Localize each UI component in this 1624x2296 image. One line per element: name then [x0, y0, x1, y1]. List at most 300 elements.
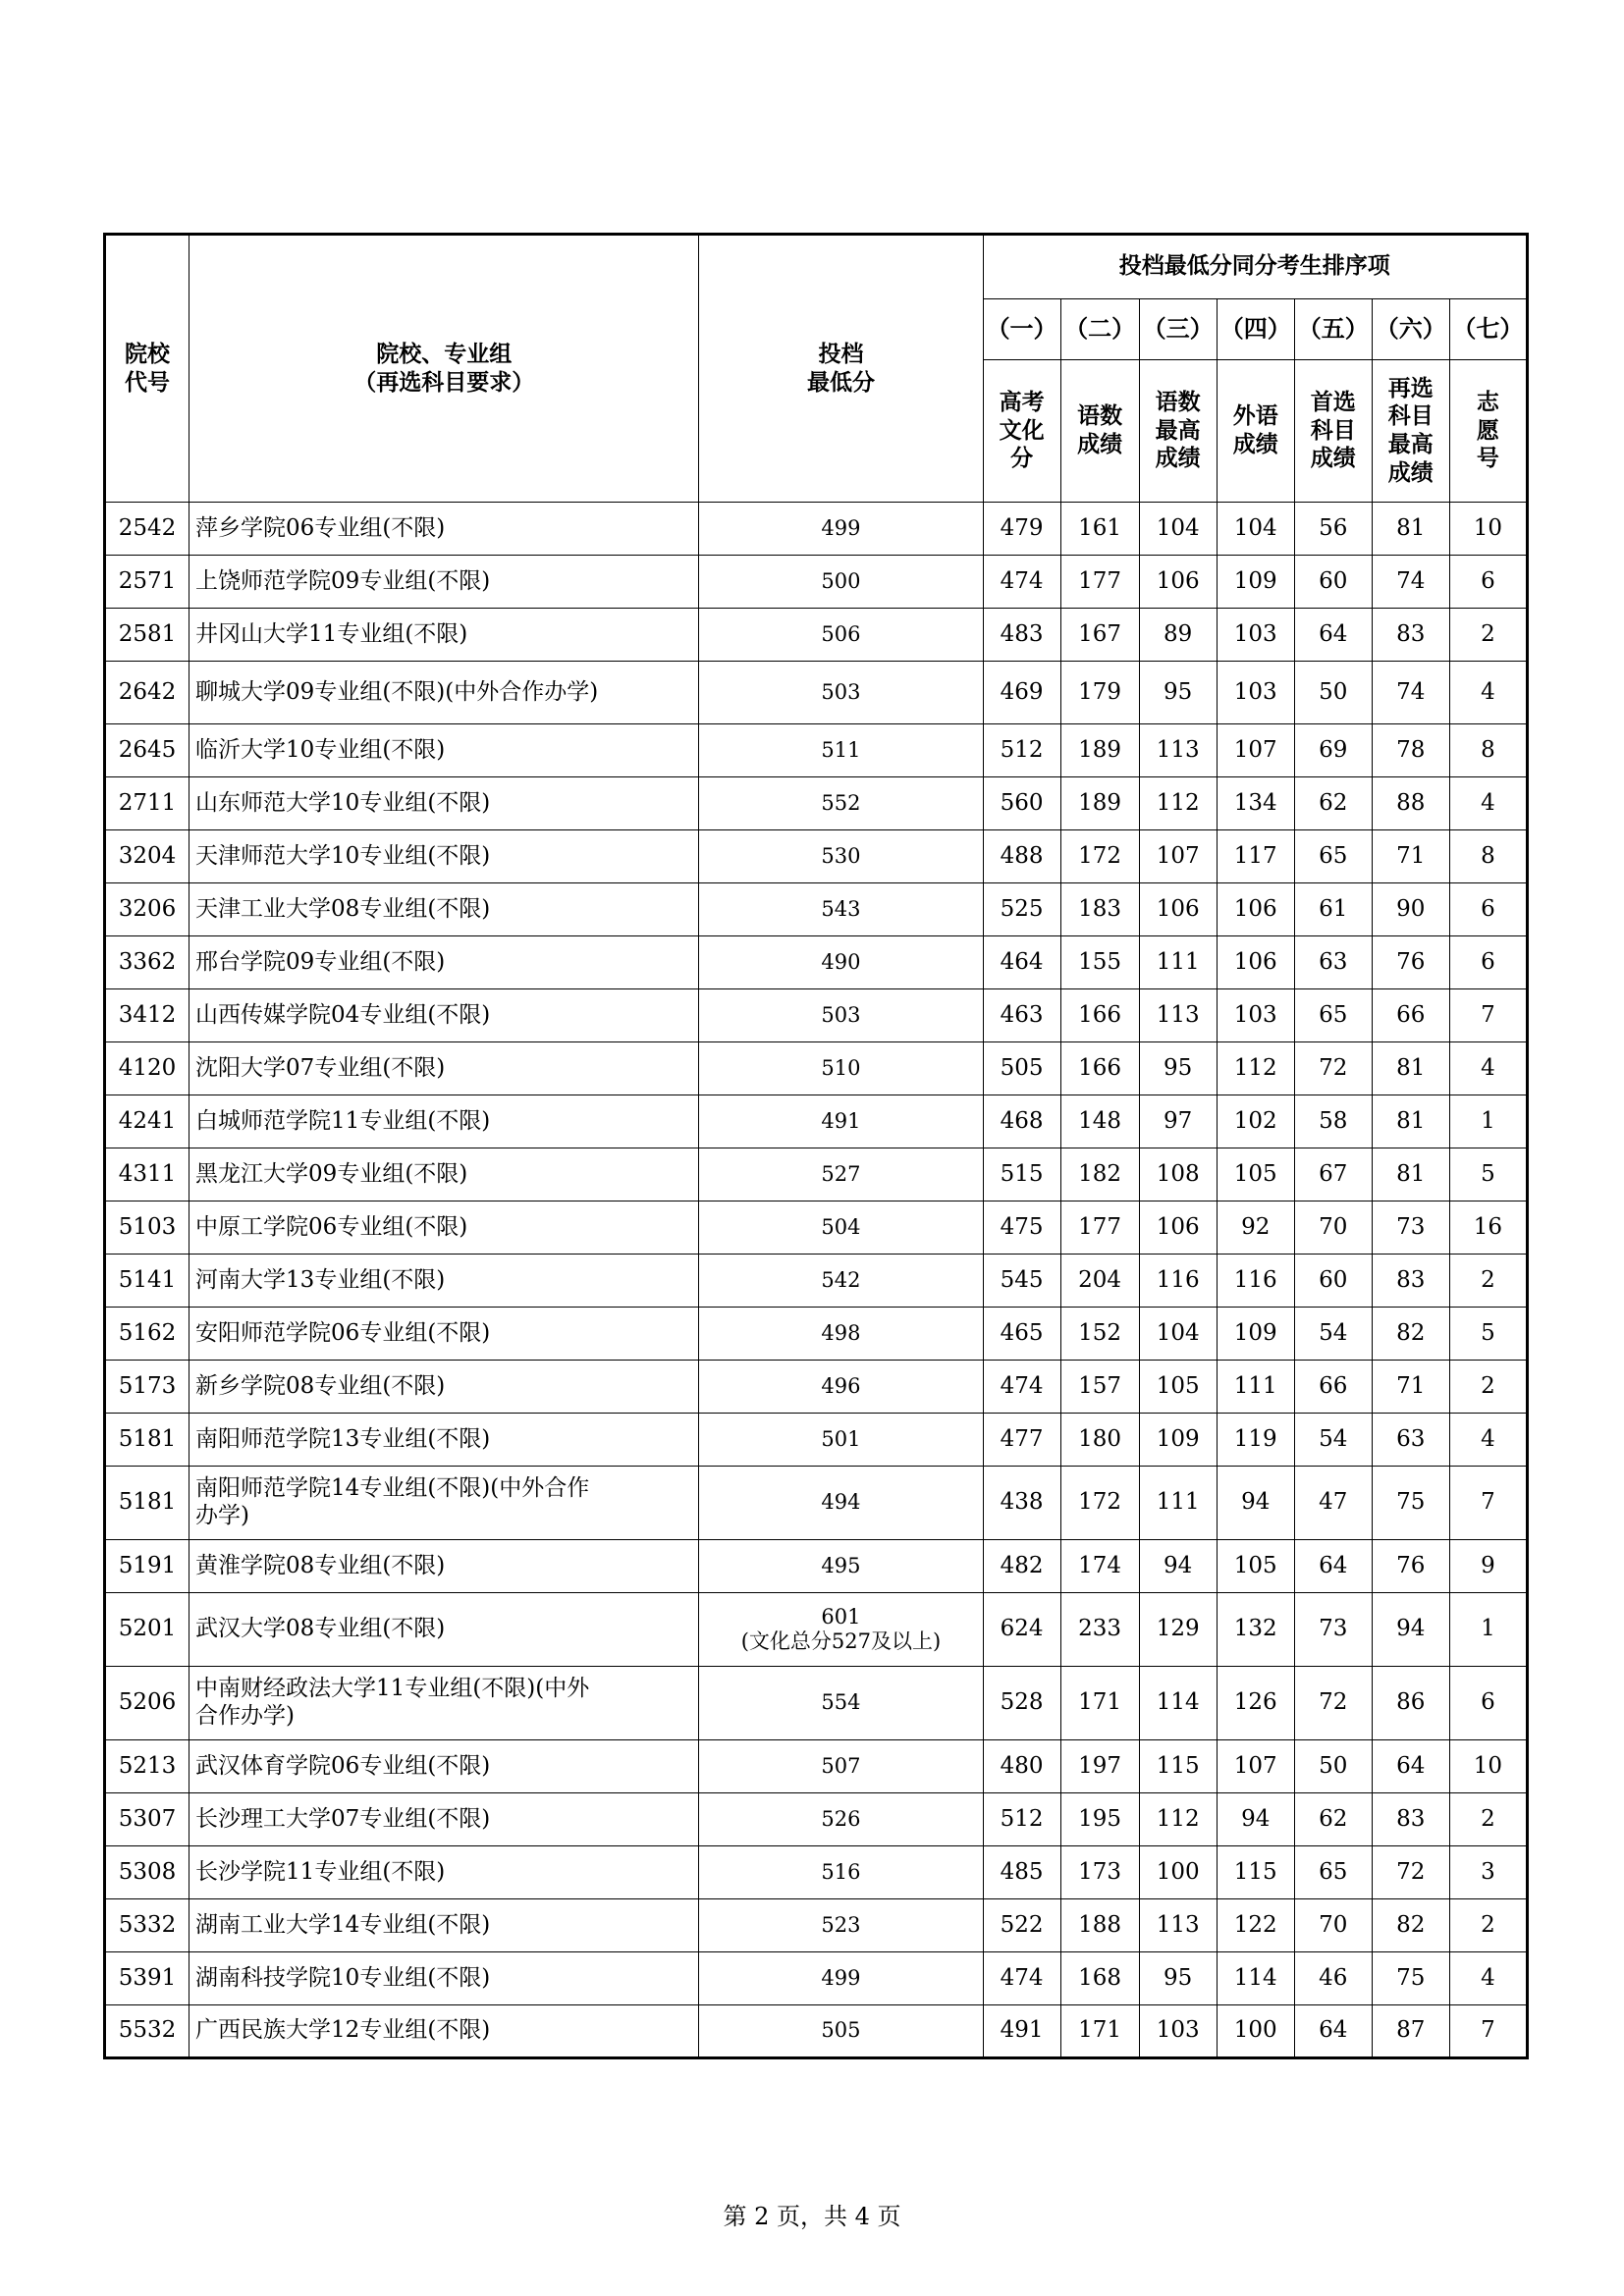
tiebreak-value-cell-3: 106 [1139, 556, 1217, 609]
table-row [105, 936, 1528, 989]
tiebreak-value-cell-3: 106 [1139, 1201, 1217, 1255]
tiebreak-value-cell-4: 109 [1217, 1308, 1294, 1361]
school-group-name-cell: 武汉体育学院06专业组(不限) [189, 1740, 699, 1793]
school-group-name-cell: 武汉大学08专业组(不限) [189, 1593, 699, 1667]
tiebreak-value-cell-1: 465 [983, 1308, 1060, 1361]
tiebreak-value-cell-4: 117 [1217, 830, 1294, 883]
tiebreak-value-cell-6: 82 [1372, 1308, 1449, 1361]
tiebreak-value-cell-6: 83 [1372, 609, 1449, 662]
tiebreak-value-cell-5: 64 [1294, 609, 1372, 662]
tiebreak-value-cell-2: 166 [1060, 1042, 1139, 1095]
tiebreak-value-cell-5: 50 [1294, 662, 1372, 724]
header-order-2: （二） [1060, 299, 1139, 360]
header-order-3: （三） [1139, 299, 1217, 360]
school-group-name-cell: 长沙学院11专业组(不限) [189, 1846, 699, 1899]
school-group-name-cell: 山西传媒学院04专业组(不限) [189, 989, 699, 1042]
school-group-name-cell: 南阳师范学院13专业组(不限) [189, 1414, 699, 1467]
tiebreak-value-cell-7: 2 [1449, 1255, 1527, 1308]
tiebreak-value-cell-4: 94 [1217, 1793, 1294, 1846]
tiebreak-value-cell-4: 116 [1217, 1255, 1294, 1308]
tiebreak-value-cell-2: 167 [1060, 609, 1139, 662]
tiebreak-value-cell-6: 94 [1372, 1593, 1449, 1667]
tiebreak-value-cell-1: 560 [983, 777, 1060, 830]
tiebreak-value-cell-3: 113 [1139, 1899, 1217, 1952]
tiebreak-value-cell-5: 69 [1294, 724, 1372, 777]
tiebreak-value-cell-1: 528 [983, 1667, 1060, 1740]
min-score-cell: 526 [699, 1793, 983, 1846]
tiebreak-value-cell-6: 74 [1372, 556, 1449, 609]
school-group-name-cell: 邢台学院09专业组(不限) [189, 936, 699, 989]
table-row [105, 1540, 1528, 1593]
table-row [105, 777, 1528, 830]
school-group-name-cell: 安阳师范学院06专业组(不限) [189, 1308, 699, 1361]
min-score-cell: 499 [699, 1952, 983, 2005]
school-code-cell: 4120 [105, 1042, 189, 1095]
min-score-cell: 511 [699, 724, 983, 777]
tiebreak-value-cell-3: 115 [1139, 1740, 1217, 1793]
table-row [105, 2005, 1528, 2058]
tiebreak-value-cell-7: 6 [1449, 556, 1527, 609]
tiebreak-value-cell-1: 475 [983, 1201, 1060, 1255]
tiebreak-value-cell-4: 103 [1217, 609, 1294, 662]
tiebreak-value-cell-4: 134 [1217, 777, 1294, 830]
tiebreak-value-cell-1: 483 [983, 609, 1060, 662]
tiebreak-value-cell-2: 189 [1060, 777, 1139, 830]
min-score-cell: 506 [699, 609, 983, 662]
tiebreak-value-cell-6: 81 [1372, 1095, 1449, 1148]
school-code-cell: 5181 [105, 1414, 189, 1467]
school-code-cell: 2581 [105, 609, 189, 662]
school-group-name-cell: 新乡学院08专业组(不限) [189, 1361, 699, 1414]
tiebreak-value-cell-6: 81 [1372, 1148, 1449, 1201]
tiebreak-value-cell-4: 102 [1217, 1095, 1294, 1148]
min-score-cell: 504 [699, 1201, 983, 1255]
school-group-name-cell: 山东师范大学10专业组(不限) [189, 777, 699, 830]
table-row [105, 662, 1528, 724]
tiebreak-value-cell-5: 54 [1294, 1308, 1372, 1361]
tiebreak-value-cell-2: 172 [1060, 830, 1139, 883]
school-code-cell: 2645 [105, 724, 189, 777]
tiebreak-value-cell-3: 100 [1139, 1846, 1217, 1899]
tiebreak-value-cell-5: 70 [1294, 1201, 1372, 1255]
tiebreak-value-cell-3: 94 [1139, 1540, 1217, 1593]
tiebreak-value-cell-1: 545 [983, 1255, 1060, 1308]
tiebreak-value-cell-1: 480 [983, 1740, 1060, 1793]
tiebreak-value-cell-7: 8 [1449, 724, 1527, 777]
tiebreak-value-cell-6: 73 [1372, 1201, 1449, 1255]
tiebreak-value-cell-7: 6 [1449, 936, 1527, 989]
tiebreak-value-cell-4: 111 [1217, 1361, 1294, 1414]
tiebreak-value-cell-7: 2 [1449, 1793, 1527, 1846]
tiebreak-value-cell-5: 58 [1294, 1095, 1372, 1148]
school-group-name-cell: 萍乡学院06专业组(不限) [189, 503, 699, 556]
tiebreak-value-cell-1: 522 [983, 1899, 1060, 1952]
school-code-cell: 5308 [105, 1846, 189, 1899]
tiebreak-value-cell-3: 116 [1139, 1255, 1217, 1308]
tiebreak-value-cell-7: 4 [1449, 662, 1527, 724]
school-group-name-cell: 黑龙江大学09专业组(不限) [189, 1148, 699, 1201]
tiebreak-value-cell-2: 172 [1060, 1467, 1139, 1540]
tiebreak-value-cell-6: 83 [1372, 1255, 1449, 1308]
tiebreak-value-cell-5: 61 [1294, 883, 1372, 936]
school-code-cell: 3206 [105, 883, 189, 936]
school-code-cell: 2642 [105, 662, 189, 724]
tiebreak-value-cell-4: 105 [1217, 1540, 1294, 1593]
school-group-name-cell: 天津工业大学08专业组(不限) [189, 883, 699, 936]
tiebreak-value-cell-7: 2 [1449, 1899, 1527, 1952]
tiebreak-value-cell-1: 488 [983, 830, 1060, 883]
tiebreak-value-cell-6: 74 [1372, 662, 1449, 724]
tiebreak-value-cell-2: 204 [1060, 1255, 1139, 1308]
school-code-cell: 2711 [105, 777, 189, 830]
tiebreak-value-cell-2: 183 [1060, 883, 1139, 936]
school-group-name-cell: 井冈山大学11专业组(不限) [189, 609, 699, 662]
table-row [105, 609, 1528, 662]
min-score-cell: 491 [699, 1095, 983, 1148]
tiebreak-value-cell-2: 174 [1060, 1540, 1139, 1593]
tiebreak-value-cell-5: 62 [1294, 1793, 1372, 1846]
tiebreak-value-cell-1: 491 [983, 2005, 1060, 2058]
school-group-name-cell: 湖南科技学院10专业组(不限) [189, 1952, 699, 2005]
tiebreak-value-cell-2: 189 [1060, 724, 1139, 777]
tiebreak-value-cell-2: 180 [1060, 1414, 1139, 1467]
min-score-cell: 543 [699, 883, 983, 936]
tiebreak-value-cell-2: 161 [1060, 503, 1139, 556]
tiebreak-value-cell-1: 512 [983, 724, 1060, 777]
tiebreak-value-cell-6: 90 [1372, 883, 1449, 936]
table-row [105, 1095, 1528, 1148]
tiebreak-value-cell-7: 7 [1449, 1467, 1527, 1540]
tiebreak-value-cell-5: 63 [1294, 936, 1372, 989]
table-row [105, 1952, 1528, 2005]
tiebreak-value-cell-6: 64 [1372, 1740, 1449, 1793]
tiebreak-value-cell-3: 129 [1139, 1593, 1217, 1667]
school-group-name-cell: 白城师范学院11专业组(不限) [189, 1095, 699, 1148]
school-group-name-cell: 湖南工业大学14专业组(不限) [189, 1899, 699, 1952]
tiebreak-value-cell-4: 106 [1217, 936, 1294, 989]
tiebreak-value-cell-1: 485 [983, 1846, 1060, 1899]
min-score-cell: 503 [699, 989, 983, 1042]
table-row [105, 556, 1528, 609]
tiebreak-value-cell-2: 152 [1060, 1308, 1139, 1361]
min-score-cell: 499 [699, 503, 983, 556]
tiebreak-value-cell-7: 5 [1449, 1148, 1527, 1201]
tiebreak-value-cell-6: 76 [1372, 1540, 1449, 1593]
header-item-6: 再选 科目 最高 成绩 [1372, 360, 1449, 503]
tiebreak-value-cell-6: 81 [1372, 503, 1449, 556]
school-code-cell: 5206 [105, 1667, 189, 1740]
tiebreak-value-cell-2: 168 [1060, 1952, 1139, 2005]
school-code-cell: 5532 [105, 2005, 189, 2058]
tiebreak-value-cell-1: 512 [983, 1793, 1060, 1846]
tiebreak-value-cell-5: 67 [1294, 1148, 1372, 1201]
tiebreak-value-cell-2: 197 [1060, 1740, 1139, 1793]
tiebreak-value-cell-7: 3 [1449, 1846, 1527, 1899]
school-code-cell: 5181 [105, 1467, 189, 1540]
tiebreak-value-cell-2: 171 [1060, 1667, 1139, 1740]
tiebreak-value-cell-3: 95 [1139, 662, 1217, 724]
tiebreak-value-cell-1: 477 [983, 1414, 1060, 1467]
header-name: 院校、专业组 （再选科目要求） [189, 235, 699, 503]
school-group-name-cell: 中南财经政法大学11专业组(不限)(中外 合作办学) [189, 1667, 699, 1740]
tiebreak-value-cell-7: 6 [1449, 883, 1527, 936]
tiebreak-value-cell-6: 71 [1372, 1361, 1449, 1414]
tiebreak-value-cell-4: 126 [1217, 1667, 1294, 1740]
tiebreak-value-cell-2: 177 [1060, 556, 1139, 609]
tiebreak-value-cell-1: 479 [983, 503, 1060, 556]
tiebreak-value-cell-7: 8 [1449, 830, 1527, 883]
tiebreak-value-cell-6: 66 [1372, 989, 1449, 1042]
header-order-4: （四） [1217, 299, 1294, 360]
tiebreak-value-cell-4: 119 [1217, 1414, 1294, 1467]
tiebreak-value-cell-7: 2 [1449, 1361, 1527, 1414]
tiebreak-value-cell-4: 114 [1217, 1952, 1294, 2005]
tiebreak-value-cell-1: 505 [983, 1042, 1060, 1095]
tiebreak-value-cell-4: 104 [1217, 503, 1294, 556]
tiebreak-value-cell-1: 464 [983, 936, 1060, 989]
school-code-cell: 2571 [105, 556, 189, 609]
min-score-cell: 505 [699, 2005, 983, 2058]
school-code-cell: 4311 [105, 1148, 189, 1201]
school-code-cell: 3362 [105, 936, 189, 989]
tiebreak-value-cell-7: 7 [1449, 989, 1527, 1042]
tiebreak-value-cell-6: 71 [1372, 830, 1449, 883]
table-row [105, 830, 1528, 883]
tiebreak-value-cell-5: 64 [1294, 1540, 1372, 1593]
tiebreak-value-cell-6: 63 [1372, 1414, 1449, 1467]
table-row [105, 1042, 1528, 1095]
tiebreak-value-cell-5: 65 [1294, 1846, 1372, 1899]
table-row [105, 1740, 1528, 1793]
min-score-cell: 523 [699, 1899, 983, 1952]
tiebreak-value-cell-3: 107 [1139, 830, 1217, 883]
table-row [105, 724, 1528, 777]
min-score-cell: 530 [699, 830, 983, 883]
header-item-5: 首选 科目 成绩 [1294, 360, 1372, 503]
tiebreak-value-cell-6: 72 [1372, 1846, 1449, 1899]
tiebreak-value-cell-2: 171 [1060, 2005, 1139, 2058]
tiebreak-value-cell-7: 7 [1449, 2005, 1527, 2058]
table-row [105, 1255, 1528, 1308]
table-row [105, 1308, 1528, 1361]
tiebreak-value-cell-3: 112 [1139, 1793, 1217, 1846]
table-row [105, 1414, 1528, 1467]
tiebreak-value-cell-5: 62 [1294, 777, 1372, 830]
min-score-cell: 500 [699, 556, 983, 609]
school-code-cell: 5391 [105, 1952, 189, 2005]
tiebreak-value-cell-7: 2 [1449, 609, 1527, 662]
table-row [105, 1201, 1528, 1255]
min-score-cell: 527 [699, 1148, 983, 1201]
tiebreak-value-cell-1: 469 [983, 662, 1060, 724]
page-footer: 第 2 页，共 4 页 [723, 2203, 901, 2230]
tiebreak-value-cell-2: 166 [1060, 989, 1139, 1042]
tiebreak-value-cell-6: 75 [1372, 1952, 1449, 2005]
table-body [105, 503, 1528, 2058]
tiebreak-value-cell-3: 109 [1139, 1414, 1217, 1467]
min-score-cell: 496 [699, 1361, 983, 1414]
tiebreak-value-cell-5: 65 [1294, 989, 1372, 1042]
min-score-cell: 554 [699, 1667, 983, 1740]
tiebreak-value-cell-7: 10 [1449, 503, 1527, 556]
tiebreak-value-cell-7: 6 [1449, 1667, 1527, 1740]
table-row [105, 1846, 1528, 1899]
school-group-name-cell: 临沂大学10专业组(不限) [189, 724, 699, 777]
school-code-cell: 5141 [105, 1255, 189, 1308]
tiebreak-value-cell-7: 4 [1449, 1952, 1527, 2005]
tiebreak-value-cell-3: 111 [1139, 1467, 1217, 1540]
tiebreak-value-cell-5: 56 [1294, 503, 1372, 556]
tiebreak-value-cell-3: 95 [1139, 1952, 1217, 2005]
table-row [105, 883, 1528, 936]
tiebreak-value-cell-7: 1 [1449, 1095, 1527, 1148]
header-order-7: （七） [1449, 299, 1527, 360]
table-row [105, 1899, 1528, 1952]
tiebreak-value-cell-5: 64 [1294, 2005, 1372, 2058]
tiebreak-value-cell-5: 46 [1294, 1952, 1372, 2005]
tiebreak-value-cell-6: 82 [1372, 1899, 1449, 1952]
tiebreak-value-cell-5: 47 [1294, 1467, 1372, 1540]
tiebreak-value-cell-2: 195 [1060, 1793, 1139, 1846]
school-group-name-cell: 河南大学13专业组(不限) [189, 1255, 699, 1308]
tiebreak-value-cell-1: 474 [983, 556, 1060, 609]
table-row [105, 1793, 1528, 1846]
tiebreak-value-cell-4: 106 [1217, 883, 1294, 936]
tiebreak-value-cell-5: 54 [1294, 1414, 1372, 1467]
tiebreak-value-cell-3: 104 [1139, 1308, 1217, 1361]
tiebreak-value-cell-7: 4 [1449, 1414, 1527, 1467]
tiebreak-value-cell-4: 109 [1217, 556, 1294, 609]
school-group-name-cell: 中原工学院06专业组(不限) [189, 1201, 699, 1255]
tiebreak-value-cell-1: 474 [983, 1952, 1060, 2005]
tiebreak-value-cell-6: 86 [1372, 1667, 1449, 1740]
tiebreak-value-cell-3: 104 [1139, 503, 1217, 556]
min-score-cell: 503 [699, 662, 983, 724]
tiebreak-value-cell-6: 87 [1372, 2005, 1449, 2058]
tiebreak-value-cell-6: 78 [1372, 724, 1449, 777]
header-item-4: 外语 成绩 [1217, 360, 1294, 503]
tiebreak-value-cell-1: 468 [983, 1095, 1060, 1148]
header-tiebreak-group: 投档最低分同分考生排序项 [983, 235, 1527, 299]
school-group-name-cell: 天津师范大学10专业组(不限) [189, 830, 699, 883]
tiebreak-value-cell-3: 97 [1139, 1095, 1217, 1148]
tiebreak-value-cell-7: 1 [1449, 1593, 1527, 1667]
header-order-6: （六） [1372, 299, 1449, 360]
header-code: 院校 代号 [105, 235, 189, 503]
tiebreak-value-cell-1: 482 [983, 1540, 1060, 1593]
table-row [105, 1593, 1528, 1667]
tiebreak-value-cell-2: 157 [1060, 1361, 1139, 1414]
school-code-cell: 5103 [105, 1201, 189, 1255]
tiebreak-value-cell-3: 113 [1139, 724, 1217, 777]
school-group-name-cell: 黄淮学院08专业组(不限) [189, 1540, 699, 1593]
tiebreak-value-cell-7: 4 [1449, 777, 1527, 830]
tiebreak-value-cell-2: 188 [1060, 1899, 1139, 1952]
min-score-cell: 510 [699, 1042, 983, 1095]
tiebreak-value-cell-1: 438 [983, 1467, 1060, 1540]
tiebreak-value-cell-5: 72 [1294, 1667, 1372, 1740]
tiebreak-value-cell-6: 81 [1372, 1042, 1449, 1095]
tiebreak-value-cell-3: 89 [1139, 609, 1217, 662]
header-item-7: 志 愿 号 [1449, 360, 1527, 503]
table-row [105, 503, 1528, 556]
school-group-name-cell: 南阳师范学院14专业组(不限)(中外合作 办学) [189, 1467, 699, 1540]
min-score-cell: 542 [699, 1255, 983, 1308]
tiebreak-value-cell-6: 83 [1372, 1793, 1449, 1846]
tiebreak-value-cell-4: 107 [1217, 1740, 1294, 1793]
tiebreak-value-cell-7: 4 [1449, 1042, 1527, 1095]
tiebreak-value-cell-1: 624 [983, 1593, 1060, 1667]
tiebreak-value-cell-3: 106 [1139, 883, 1217, 936]
min-score-cell: 498 [699, 1308, 983, 1361]
tiebreak-value-cell-4: 107 [1217, 724, 1294, 777]
table-row [105, 1467, 1528, 1540]
tiebreak-value-cell-4: 132 [1217, 1593, 1294, 1667]
header-item-1: 高考 文化 分 [983, 360, 1060, 503]
header-min-score: 投档 最低分 [699, 235, 983, 503]
tiebreak-value-cell-5: 70 [1294, 1899, 1372, 1952]
school-code-cell: 5162 [105, 1308, 189, 1361]
min-score-cell: 495 [699, 1540, 983, 1593]
tiebreak-value-cell-4: 94 [1217, 1467, 1294, 1540]
admission-score-table [103, 233, 1529, 2059]
tiebreak-value-cell-3: 103 [1139, 2005, 1217, 2058]
tiebreak-value-cell-3: 105 [1139, 1361, 1217, 1414]
tiebreak-value-cell-3: 108 [1139, 1148, 1217, 1201]
tiebreak-value-cell-5: 60 [1294, 556, 1372, 609]
tiebreak-value-cell-6: 75 [1372, 1467, 1449, 1540]
tiebreak-value-cell-2: 148 [1060, 1095, 1139, 1148]
tiebreak-value-cell-4: 105 [1217, 1148, 1294, 1201]
school-code-cell: 5173 [105, 1361, 189, 1414]
tiebreak-value-cell-4: 103 [1217, 662, 1294, 724]
tiebreak-value-cell-5: 66 [1294, 1361, 1372, 1414]
school-code-cell: 3204 [105, 830, 189, 883]
tiebreak-value-cell-3: 112 [1139, 777, 1217, 830]
tiebreak-value-cell-2: 182 [1060, 1148, 1139, 1201]
tiebreak-value-cell-4: 115 [1217, 1846, 1294, 1899]
header-order-1: （一） [983, 299, 1060, 360]
tiebreak-value-cell-7: 9 [1449, 1540, 1527, 1593]
header-item-3: 语数 最高 成绩 [1139, 360, 1217, 503]
tiebreak-value-cell-5: 72 [1294, 1042, 1372, 1095]
tiebreak-value-cell-4: 92 [1217, 1201, 1294, 1255]
school-code-cell: 4241 [105, 1095, 189, 1148]
school-group-name-cell: 长沙理工大学07专业组(不限) [189, 1793, 699, 1846]
min-score-cell: 494 [699, 1467, 983, 1540]
header-order-5: （五） [1294, 299, 1372, 360]
tiebreak-value-cell-2: 155 [1060, 936, 1139, 989]
school-code-cell: 5201 [105, 1593, 189, 1667]
school-group-name-cell: 聊城大学09专业组(不限)(中外合作办学) [189, 662, 699, 724]
tiebreak-value-cell-3: 114 [1139, 1667, 1217, 1740]
tiebreak-value-cell-4: 103 [1217, 989, 1294, 1042]
tiebreak-value-cell-7: 5 [1449, 1308, 1527, 1361]
table-row [105, 1148, 1528, 1201]
school-code-cell: 5332 [105, 1899, 189, 1952]
school-code-cell: 5213 [105, 1740, 189, 1793]
tiebreak-value-cell-4: 100 [1217, 2005, 1294, 2058]
tiebreak-value-cell-2: 177 [1060, 1201, 1139, 1255]
tiebreak-value-cell-3: 95 [1139, 1042, 1217, 1095]
min-score-cell: 507 [699, 1740, 983, 1793]
min-score-cell: 490 [699, 936, 983, 989]
tiebreak-value-cell-2: 173 [1060, 1846, 1139, 1899]
school-code-cell: 3412 [105, 989, 189, 1042]
school-code-cell: 2542 [105, 503, 189, 556]
tiebreak-value-cell-1: 474 [983, 1361, 1060, 1414]
min-score-cell: 601 (文化总分527及以上) [699, 1593, 983, 1667]
